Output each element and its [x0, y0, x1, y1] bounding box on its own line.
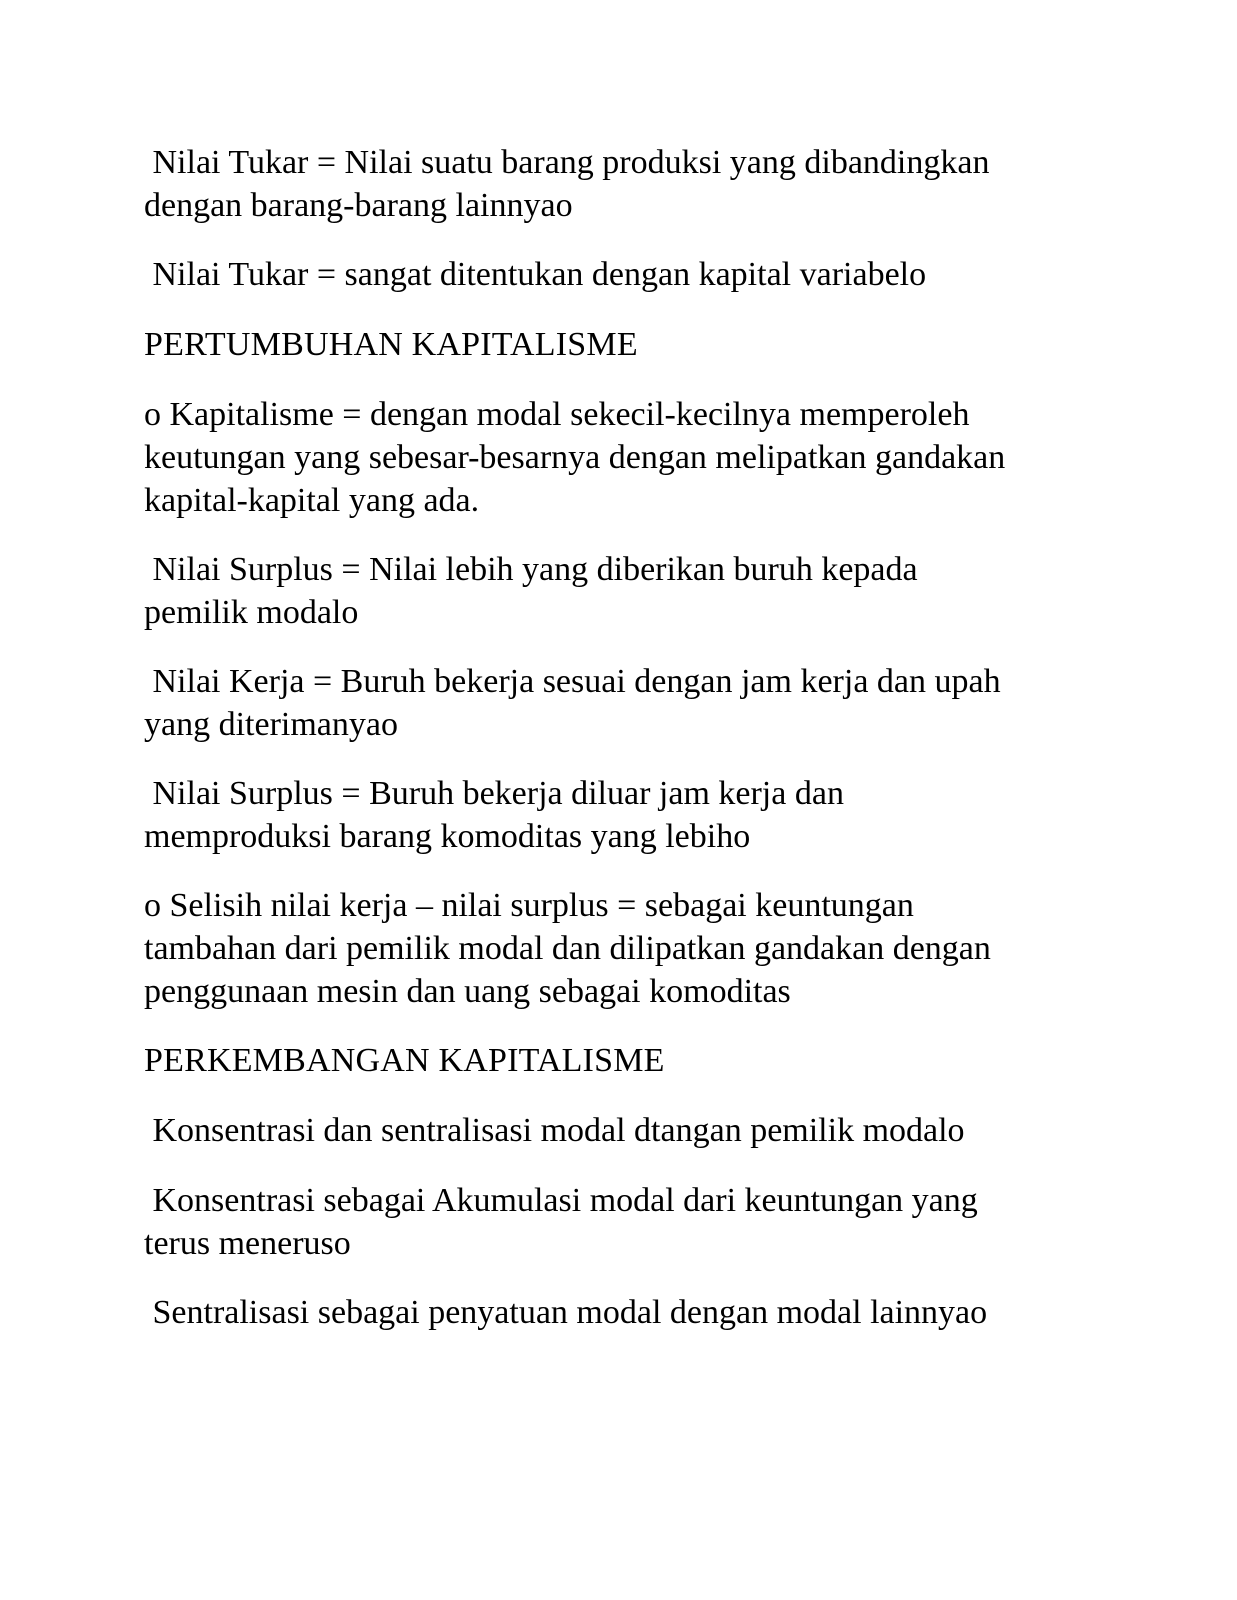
paragraph-nilai-tukar-kapital [144, 253, 1064, 296]
paragraph-konsentrasi-akumulasi [144, 1179, 1064, 1265]
paragraph-sentralisasi-penyatuan [144, 1291, 1064, 1334]
heading-text: PERTUMBUHAN KAPITALISME [144, 326, 638, 363]
paragraph-konsentrasi-sentralisasi [144, 1109, 1064, 1152]
text-line: Nilai Tukar = Nilai suatu barang produksi yang dibandingkan [144, 144, 990, 181]
paragraph-kapitalisme-definition [144, 393, 1064, 522]
text-line: Konsentrasi sebagai Akumulasi modal dari keuntungan yang [144, 1182, 978, 1219]
paragraph-nilai-kerja [144, 660, 1064, 746]
text-line: kapital-kapital yang ada. [144, 482, 480, 519]
text-line: keutungan yang sebesar-besarnya dengan melipatkan gandakan [144, 439, 1006, 476]
text-line: o Selisih nilai kerja – nilai surplus = sebagai keuntungan [144, 887, 914, 924]
text-line: memproduksi barang komoditas yang lebiho [144, 818, 751, 855]
text-line: yang diterimanyao [144, 706, 398, 743]
text-line: penggunaan mesin dan uang sebagai komoditas [144, 973, 791, 1010]
text-line: Nilai Kerja = Buruh bekerja sesuai dengan jam kerja dan upah [144, 663, 1001, 700]
text-line: dengan barang-barang lainnyao [144, 187, 573, 224]
paragraph-nilai-surplus-definition [144, 548, 1064, 634]
text-line: terus meneruso [144, 1225, 351, 1262]
section-heading-perkembangan [144, 1039, 1064, 1082]
text-line: Nilai Surplus = Nilai lebih yang diberikan buruh kepada [144, 551, 918, 588]
text-line: Sentralisasi sebagai penyatuan modal dengan modal lainnyao [144, 1294, 988, 1331]
paragraph-selisih-nilai [144, 884, 1064, 1013]
text-line: tambahan dari pemilik modal dan dilipatkan gandakan dengan [144, 930, 991, 967]
text-line: o Kapitalisme = dengan modal sekecil-kecilnya memperoleh [144, 396, 970, 433]
text-line: Nilai Tukar = sangat ditentukan dengan kapital variabelo [144, 256, 927, 293]
section-heading-pertumbuhan [144, 323, 1064, 366]
document-body [144, 141, 1064, 1361]
text-line: Nilai Surplus = Buruh bekerja diluar jam kerja dan [144, 775, 844, 812]
text-line: Konsentrasi dan sentralisasi modal dtangan pemilik modalo [144, 1112, 965, 1149]
paragraph-nilai-surplus-diluar-jam [144, 772, 1064, 858]
text-line: pemilik modalo [144, 594, 359, 631]
paragraph-nilai-tukar-definition [144, 141, 1064, 227]
heading-text: PERKEMBANGAN KAPITALISME [144, 1042, 665, 1079]
